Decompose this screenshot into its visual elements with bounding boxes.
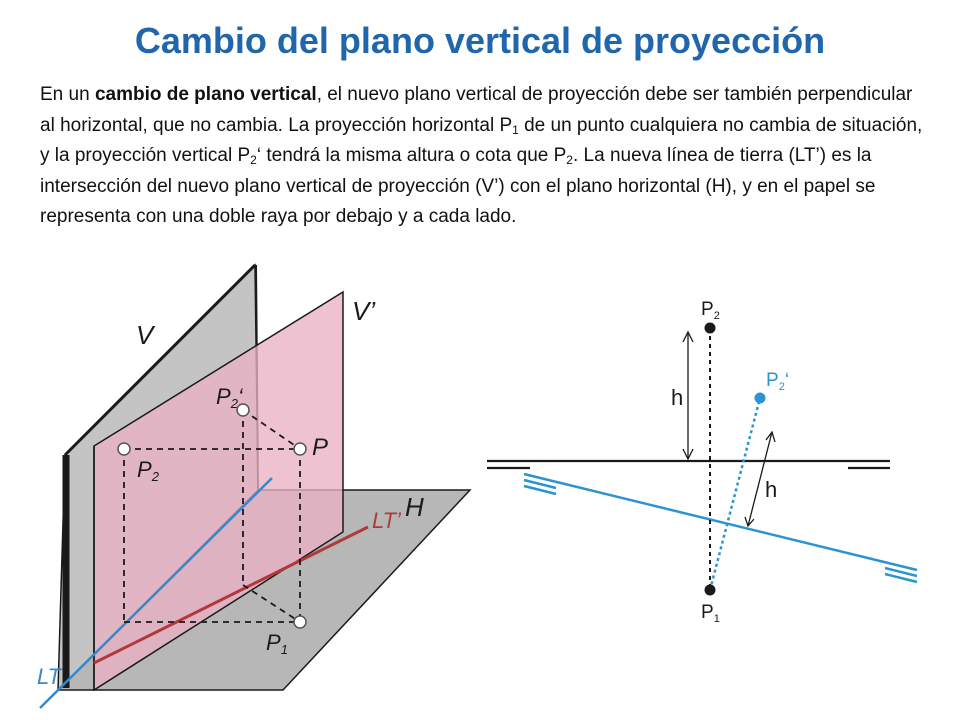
text-part: , el nuevo plano vertical de proyección debe ser también perpendicular al horizontal, que no cambia. La proyección horizontal P [40,84,913,136]
subscript: 1 [512,122,519,137]
label-p1: P1 [266,630,288,657]
label-p2: P2 [137,457,159,484]
label-p2-prime: $P_2‘$ [766,370,790,393]
new-ground-line [524,474,917,570]
label-h-new: h [765,477,778,502]
label-p2: $P_2$ [701,299,720,322]
label-lt: LT [37,664,62,689]
label-v: V [136,320,154,350]
subscript: 2 [566,153,573,167]
label-p2-prime: P2‘ [216,384,243,411]
new-ground-line-marks [524,480,917,582]
text-part: . La nueva línea de tierra (LT’) es la intersección del nuevo plano vertical de proyección (V’) con el plano horizontal (H), y en el papel se representa con una doble raya por debajo y a cada lado. [40,145,876,227]
new-projection-line [710,398,760,590]
slide-title: Cambio del plano vertical de proyección [134,20,826,61]
point-p2 [705,323,716,334]
dimension-h [683,332,693,459]
label-lt-prime: LT’ [372,508,401,533]
label-v-prime: V’ [352,296,376,326]
label-p1: $P_1$ [701,602,720,625]
text-part: ‘ tendrá la misma altura o cota que P [256,145,567,166]
label-h: h [671,385,684,410]
text-part: de un punto cualquiera no cambia de situación, y la proyección vertical P [40,114,923,166]
point-p2-prime [755,393,766,404]
label-h: H [405,492,424,522]
bold-term: cambio de plano vertical [94,84,317,105]
text-part: En un [40,84,95,105]
label-p: P [312,434,329,461]
subscript: 2 [250,153,257,167]
point-p1 [705,585,716,596]
